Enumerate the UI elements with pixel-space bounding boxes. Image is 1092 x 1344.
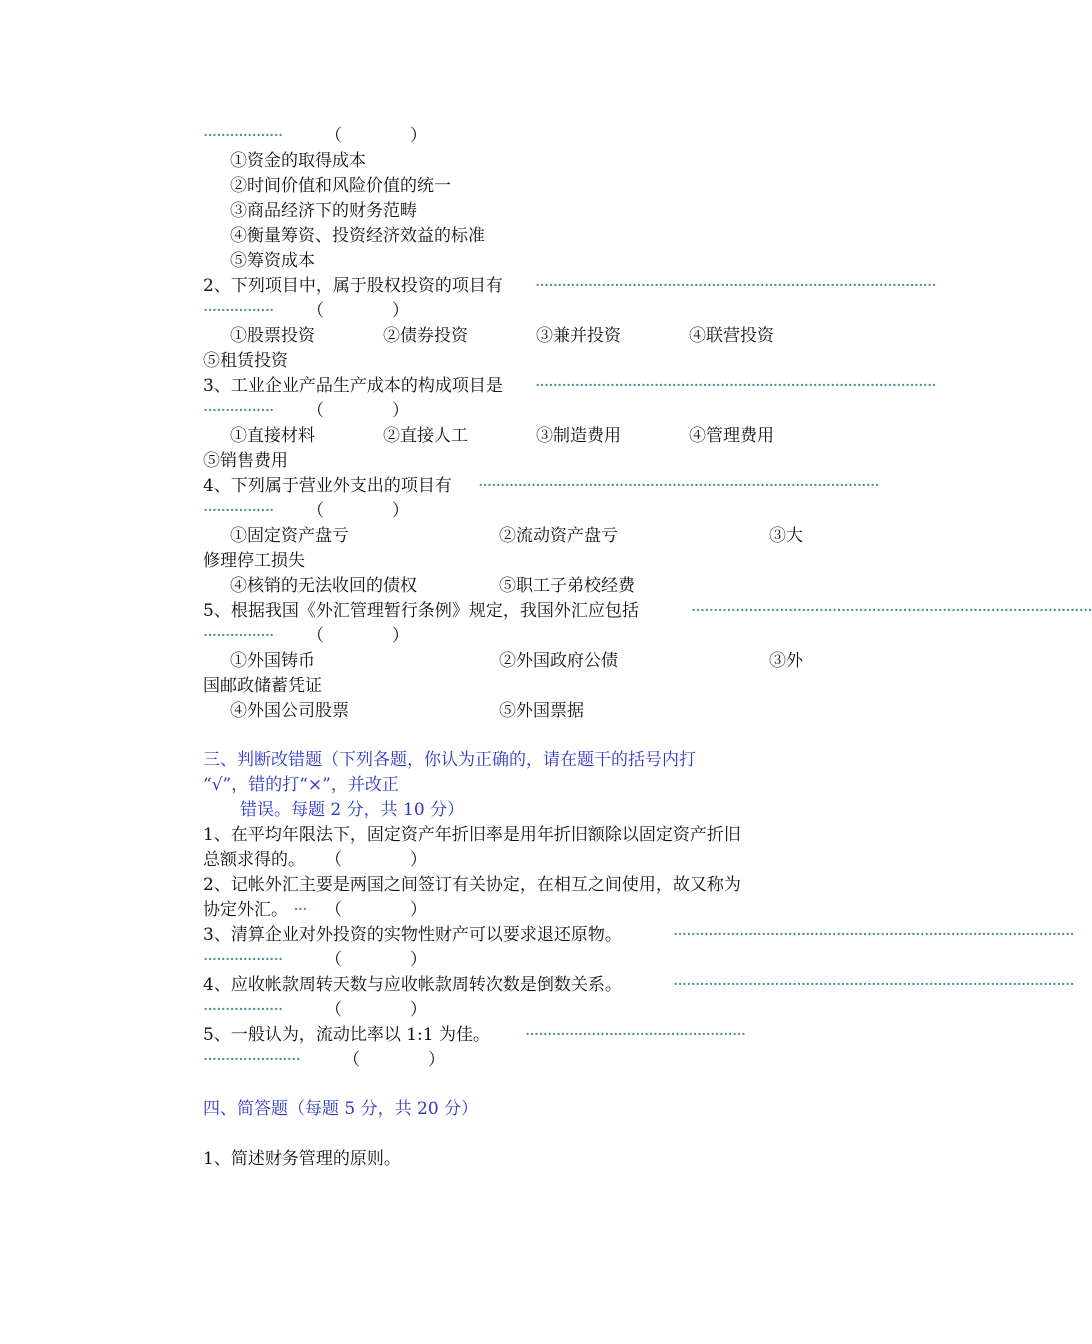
- judge-4: [203, 973, 1074, 998]
- judge-2-text: 协定外汇。: [203, 900, 288, 920]
- q2-options-row: [203, 324, 803, 349]
- judge-2-line-2: [203, 898, 803, 923]
- question-2-text: 2、下列项目中，属于股权投资的项目有: [203, 276, 503, 296]
- answer-parens: （ ）: [343, 1050, 445, 1070]
- question-3: [203, 374, 936, 399]
- q5-option-3-start: ③外: [769, 651, 803, 671]
- q4-options-row-1: [203, 524, 803, 549]
- q2-option-5: ⑤租赁投资: [203, 351, 288, 371]
- q4-option-5: ⑤职工子弟校经费: [499, 576, 635, 596]
- q5-option-5: ⑤外国票据: [499, 701, 584, 721]
- answer-parens: （ ）: [307, 301, 409, 321]
- question-5-text: 5、根据我国《外汇管理暂行条例》规定，我国外汇应包括: [203, 601, 639, 621]
- leader-dots: ················: [203, 501, 274, 521]
- leader-dots: ··················: [203, 126, 283, 146]
- question-1-answer-line: [203, 124, 803, 149]
- question-4: [203, 474, 879, 499]
- judge-4-answer-line: [203, 998, 803, 1023]
- answer-parens: （ ）: [325, 1000, 427, 1020]
- leader-dots: ···························································································: [673, 975, 1074, 995]
- leader-dots: ··················: [203, 950, 283, 970]
- q3-option-2: ②直接人工: [383, 426, 468, 446]
- leader-dots: ···························································································: [673, 925, 1074, 945]
- leader-dots: ················: [203, 626, 274, 646]
- leader-dots: ··················································: [525, 1025, 746, 1045]
- answer-parens: （ ）: [325, 850, 427, 870]
- section-4-heading: 四、简答题（每题 5 分，共 20 分）: [203, 1099, 479, 1119]
- leader-dots: ···························································································: [478, 476, 879, 496]
- judge-3-answer-line: [203, 948, 803, 973]
- q4-option-4: ④核销的无法收回的债权: [230, 576, 417, 596]
- leader-dots: ··················: [203, 1000, 283, 1020]
- q4-option-1: ①固定资产盘亏: [230, 526, 349, 546]
- judge-2-line-1: 2、记帐外汇主要是两国之间签订有关协定，在相互之间使用，故又称为: [203, 875, 741, 895]
- q3-option-3: ③制造费用: [536, 426, 621, 446]
- answer-parens: （ ）: [325, 950, 427, 970]
- q4-option-3-start: ③大: [769, 526, 803, 546]
- q5-options-row-2: [203, 699, 803, 724]
- leader-dots: ···························································································: [535, 376, 936, 396]
- answer-parens: （ ）: [325, 900, 427, 920]
- section-3-heading-line-1: 三、判断改错题（下列各题，你认为正确的，请在题干的括号内打: [203, 750, 696, 770]
- section-3-heading-line-3: 错误。每题 2 分，共 10 分）: [240, 800, 465, 820]
- q4-options-row-2: [203, 574, 803, 599]
- judge-1-line-1: 1、在平均年限法下，固定资产年折旧率是用年折旧额除以固定资产折旧: [203, 825, 741, 845]
- q2-option-3: ③兼并投资: [536, 326, 621, 346]
- q1-option-5: ⑤筹资成本: [230, 251, 315, 271]
- judge-5: [203, 1023, 803, 1048]
- q5-options-row-1: [203, 649, 803, 674]
- q5-option-2: ②外国政府公债: [499, 651, 618, 671]
- answer-parens: （ ）: [307, 501, 409, 521]
- q2-option-4: ④联营投资: [689, 326, 774, 346]
- judge-3: [203, 923, 1074, 948]
- short-answer-1: 1、简述财务管理的原则。: [203, 1149, 401, 1169]
- question-2-answer-line: [203, 299, 803, 324]
- leader-dots: ···························································································: [691, 601, 1092, 621]
- answer-parens: （ ）: [307, 401, 409, 421]
- question-3-answer-line: [203, 399, 803, 424]
- answer-parens: （ ）: [325, 126, 427, 146]
- q1-option-4: ④衡量筹资、投资经济效益的标准: [230, 226, 485, 246]
- judge-4-text: 4、应收帐款周转天数与应收帐款周转次数是倒数关系。: [203, 975, 622, 995]
- leader-dots: ···························································································: [535, 276, 936, 296]
- leader-dots: ···: [293, 900, 307, 920]
- q2-option-1: ①股票投资: [230, 326, 315, 346]
- q3-options-row: [203, 424, 803, 449]
- judge-5-text: 5、一般认为，流动比率以 1:1 为佳。: [203, 1025, 490, 1045]
- q5-option-3-end: 国邮政储蓄凭证: [203, 676, 322, 696]
- leader-dots: ················: [203, 301, 274, 321]
- leader-dots: ················: [203, 401, 274, 421]
- q1-option-2: ②时间价值和风险价值的统一: [230, 176, 451, 196]
- section-3-heading-line-2: “√”，错的打“×”，并改正: [203, 775, 399, 795]
- judge-1-text: 总额求得的。: [203, 850, 305, 870]
- question-2: [203, 274, 936, 299]
- judge-1-line-2: [203, 848, 803, 873]
- q4-option-2: ②流动资产盘亏: [499, 526, 618, 546]
- q1-option-1: ①资金的取得成本: [230, 151, 366, 171]
- question-5: [203, 599, 1092, 624]
- question-4-text: 4、下列属于营业外支出的项目有: [203, 476, 452, 496]
- judge-3-text: 3、清算企业对外投资的实物性财产可以要求退还原物。: [203, 925, 622, 945]
- judge-5-answer-line: [203, 1048, 803, 1073]
- q5-option-4: ④外国公司股票: [230, 701, 349, 721]
- answer-parens: （ ）: [307, 626, 409, 646]
- leader-dots: ······················: [203, 1050, 300, 1070]
- q3-option-5: ⑤销售费用: [203, 451, 288, 471]
- question-5-answer-line: [203, 624, 803, 649]
- question-3-text: 3、工业企业产品生产成本的构成项目是: [203, 376, 503, 396]
- q5-option-1: ①外国铸币: [230, 651, 315, 671]
- q3-option-4: ④管理费用: [689, 426, 774, 446]
- question-4-answer-line: [203, 499, 803, 524]
- q3-option-1: ①直接材料: [230, 426, 315, 446]
- q2-option-2: ②债券投资: [383, 326, 468, 346]
- q1-option-3: ③商品经济下的财务范畴: [230, 201, 417, 221]
- q4-option-3-end: 修理停工损失: [203, 551, 305, 571]
